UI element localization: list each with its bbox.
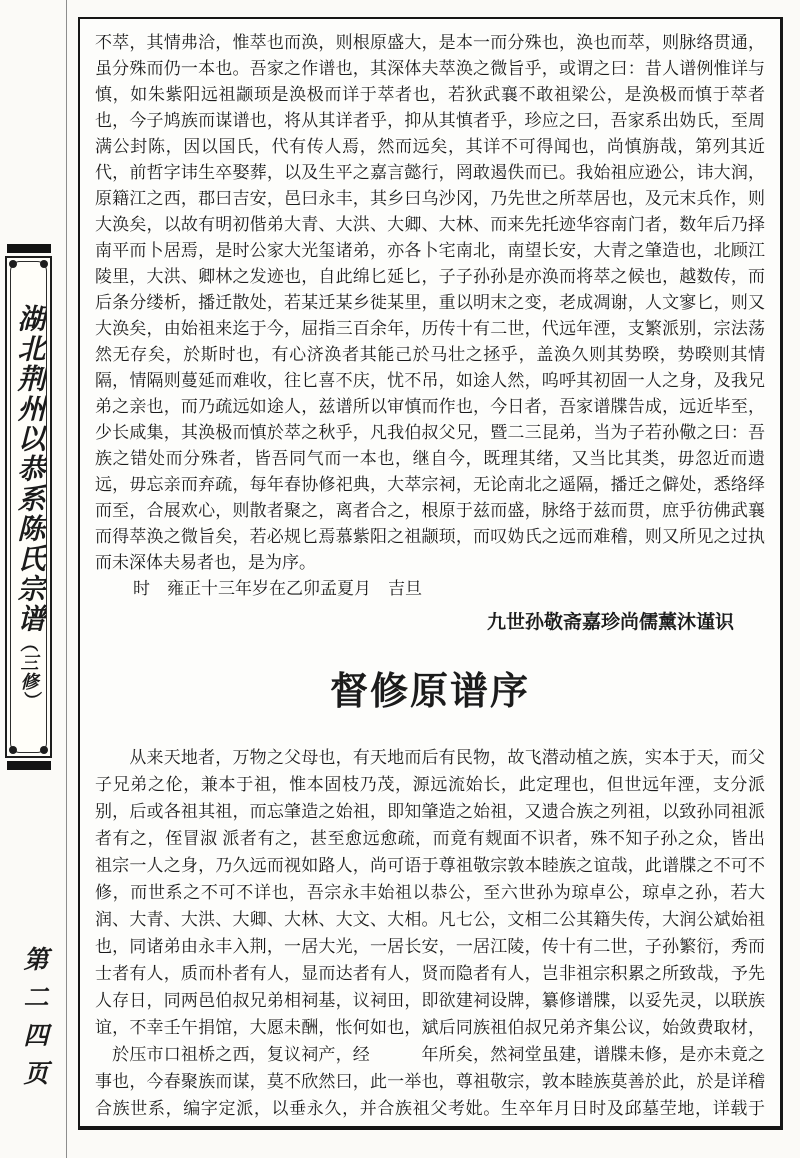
text-line: 大涣矣，以故有明初偕弟大青、大洪、大卿、大林、而来先托迹华容南门者，数年后乃择 <box>95 215 765 234</box>
spine-corner-ornament <box>40 260 48 268</box>
page-edge-line <box>66 0 67 1158</box>
spine-bottom-bar <box>7 761 51 770</box>
spine-title-main: 湖北荆州以恭系陈氏宗谱 <box>13 304 45 634</box>
text-line: 而未深体夫易者也，是为序。 <box>95 553 316 572</box>
text-line: 合族世系，编字定派，以垂永久，并合族祖父考妣。生卒年月日时及邱墓茔地，详载于 <box>95 1099 765 1118</box>
section-title: 督修原谱序 <box>329 671 530 713</box>
text-line: 也，今子鸠族而谋谱也，将从其详者乎，抑从其慎者乎，珍应之曰，吾家系出妫氏，至周 <box>95 111 765 130</box>
text-line: 人存日，同两邑伯叔兄弟相祠基，议祠田，即欲建祠设牌，纂修谱牒，以妥先灵，以联族 <box>95 991 765 1010</box>
text-line: 陵里，大洪、卿林之发迹也，自此绵匕延匕，子子孙孙是亦涣而将萃之候也，越数传，而 <box>95 267 765 286</box>
text-line: 慎，如朱紫阳远祖颛顼是涣极而详于萃者也，若狄武襄不敢祖梁公，是涣极而慎于萃者 <box>95 85 765 104</box>
text-line: 后条分缕析，播迁散处，若某迁某乡徙某里，重以明末之变，老成凋谢，人文寥匕，则又 <box>95 293 765 312</box>
text-line: 南平而卜居焉，是时公家大光玺诸弟，亦各卜宅南北，南望长安，大青之肇造也，北顾江 <box>95 241 765 260</box>
date-line: 时 雍正十三年岁在乙卯孟夏月 吉旦 <box>133 579 422 598</box>
spine-corner-ornament <box>9 746 17 754</box>
text-line: 子兄弟之伦，兼本于祖，惟本固枝乃茂，源远流始长，此定理也，但世远年湮，支分派 <box>95 775 765 794</box>
text-line: 从来天地者，万物之父母也，有天地而后有民物，故飞潜动植之族，实本于天，而父 <box>95 748 765 767</box>
text-line: 别，后或各祖其祖，而忘肇造之始祖，即知肇造之始祖，又遗合族之列祖，以致孙同祖派 <box>95 802 765 821</box>
text-line: 事也，今春聚族而谋，莫不欣然曰，此一举也，尊祖敬宗，敦本睦族莫善於此，於是详稽 <box>95 1072 765 1091</box>
text-line: 远，毋忘亲而弃疏，每年春协修祀典，大萃宗祠，无论南北之遥隔，播迁之僻处，悉络绎 <box>95 475 765 494</box>
spine-corner-ornament <box>40 746 48 754</box>
text-line: 祖宗一人之身，乃久远而视如路人，尚可语于尊祖敬宗敦本睦族之谊哉，此谱牒之不可不 <box>95 856 765 875</box>
text-line: 润、大青、大洪、大卿、大林、大文、大相。凡七公，文相二公其籍失传，大润公斌始祖 <box>95 910 765 929</box>
spine-title <box>10 304 47 710</box>
text-line: 少长咸集，其涣极而慎於萃之秋乎，凡我伯叔父兄，暨二三昆弟，当为子若孙儆之曰：吾 <box>95 423 765 442</box>
text-line: 弟之亲也，而乃疏远如途人，兹谱所以审慎而作也，今日者，吾家谱牒告成，远近毕至， <box>95 397 765 416</box>
text-line: 代，前哲字讳生卒娶葬，以及生平之嘉言懿行，罔敢遏佚而已。我始祖应逊公，讳大润， <box>95 163 765 182</box>
text-line: 谊，不幸壬午捐馆，大愿未酬，怅何如也，斌后同族祖伯叔兄弟齐集公议，始敛费取材， <box>95 1018 765 1037</box>
text-line: 大涣矣，由始祖来迄于今，屈指三百余年，历传十有二世，代远年湮，支繁派别，宗法荡 <box>95 319 765 338</box>
preface-continuation-paragraph <box>95 30 765 576</box>
text-line: 满公封陈，因以国氏，代有传人焉，然而远矣，其详不可得闻也，尚慎旃哉，第列其近 <box>95 137 765 156</box>
text-line: 而至，合展欢心，则散者聚之，离者合之，根原于兹而盛，脉络于兹而贯，庶乎彷佛武襄 <box>95 501 765 520</box>
page-frame <box>78 17 783 1130</box>
text-line: 而得萃涣之微旨矣，若必规匕焉慕紫阳之祖颛顼，而叹妫氏之远而难稽，则又所见之过执 <box>95 527 765 546</box>
text-line: 隔，情隔则蔓延而难收，往匕喜不庆，忧不吊，如途人然，呜呼其初固一人之身，及我兄 <box>95 371 765 390</box>
page-number: 第二四页 <box>20 946 47 1098</box>
text-line: 者有之，侄冒淑 派者有之，甚至愈远愈疏，而竟有觌面不识者，殊不知子孙之众，皆出 <box>95 829 765 848</box>
text-line: 原籍江之西，郡曰吉安，邑曰永丰，其乡曰乌沙冈，乃先世之所萃居也，及元末兵作，则 <box>95 189 765 208</box>
signature-line: 九世孙敬斋嘉珍尚儒薰沐谨识 <box>486 612 734 633</box>
spine-title-sub: （三修） <box>18 634 39 710</box>
spine-title-frame <box>10 261 47 753</box>
text-line: 族之错处而分殊者，皆吾同气而一本也，继自今，既理其绪，又当比其类，毋忽近而遗 <box>95 449 765 468</box>
text-line: 也，同诸弟由永丰入荆，一居大光，一居长安，一居江陵，传十有二世，子孙繁衍，秀而 <box>95 937 765 956</box>
spine-corner-ornament <box>9 260 17 268</box>
text-line: 修，而世系之不可不详也，吾宗永丰始祖以恭公，至六世孙为琼卓公，琼卓之孙，若大 <box>95 883 765 902</box>
text-line: 於压市口祖桥之西，复议祠产，经 年所矣，然祠堂虽建，谱牒未修，是亦未竟之 <box>95 1045 765 1064</box>
text-line: 不萃，其情弗洽，惟萃也而涣，则根原盛大，是本一而分殊也，涣也而萃，则脉络贯通， <box>95 33 765 52</box>
text-line: 虽分殊而仍一本也。吾家之作谱也，其深体夫萃涣之微旨乎，或谓之曰：昔人谱例惟详与 <box>95 59 765 78</box>
spine-top-bar <box>7 244 51 253</box>
text-line: 然无存矣，於斯时也，有心济涣者其能己於马壮之拯乎，盖涣久则其势暌，势暌则其情 <box>95 345 765 364</box>
spine-title-box <box>5 256 52 758</box>
preface-paragraph <box>95 744 765 1122</box>
text-line: 士者有人，质而朴者有人，显而达者有人，贤而隐者有人，岂非祖宗积累之所致哉，予先 <box>95 964 765 983</box>
